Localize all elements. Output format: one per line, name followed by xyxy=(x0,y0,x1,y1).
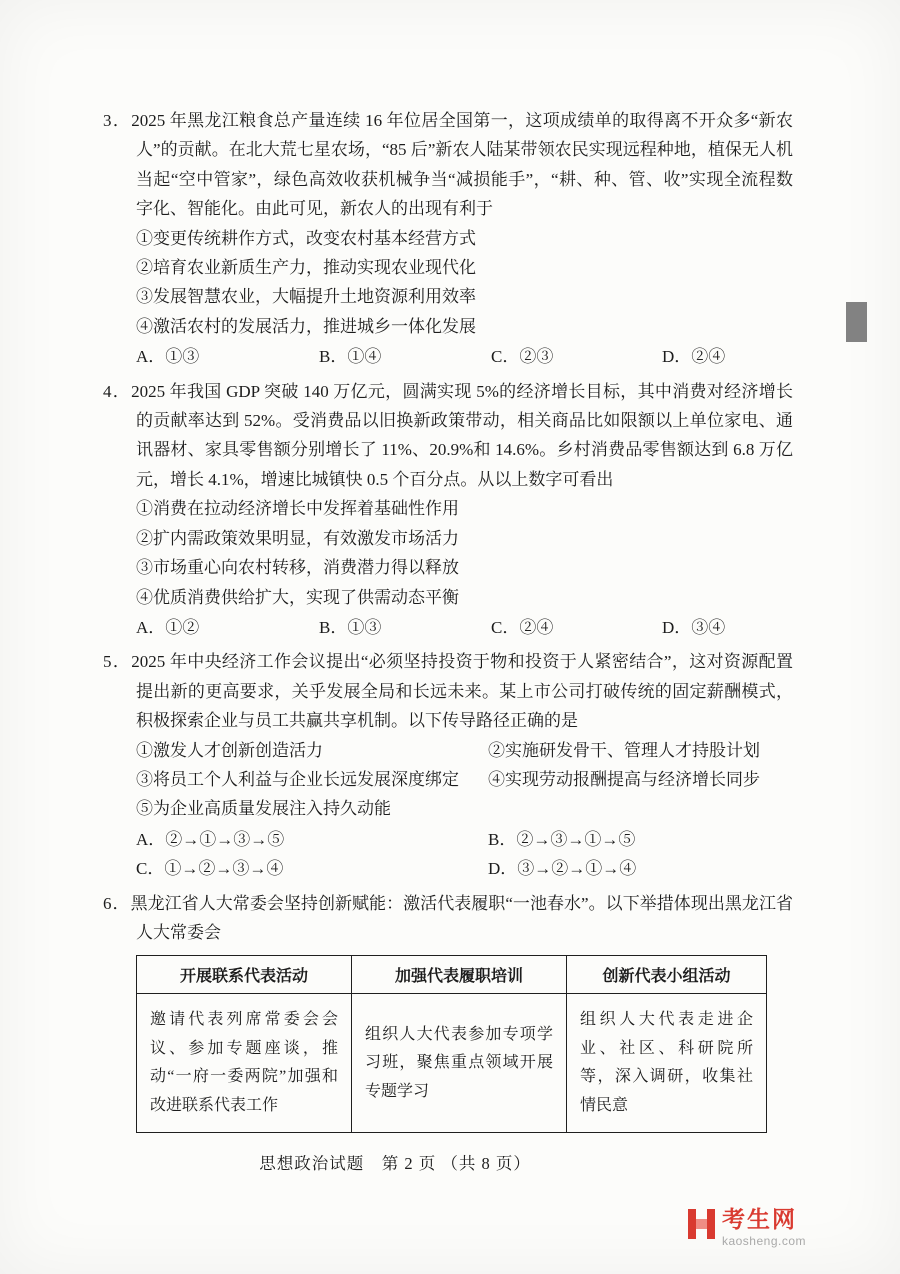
question-4-choice-d: D．③④ xyxy=(662,617,726,637)
question-3-choices xyxy=(103,342,793,371)
question-5-item-3: ③将员工个人利益与企业长远发展深度绑定 xyxy=(136,769,459,789)
question-6-stem-text: 黑龙江省人大常委会坚持创新赋能：激活代表履职“一池春水”。以下举措体现出黑龙江省人大常委会 xyxy=(130,893,794,942)
question-3-choice-b: B．①④ xyxy=(319,347,382,367)
question-4-item-2: ②扩内需政策效果明显，有效激发市场活力 xyxy=(136,528,459,548)
question-5 xyxy=(103,647,793,883)
question-4-choice-c: C．②④ xyxy=(491,617,554,637)
question-3-choice-a: A．①③ xyxy=(136,347,200,367)
question-6 xyxy=(103,889,793,1134)
question-3-item-3: ③发展智慧农业，大幅提升土地资源利用效率 xyxy=(136,287,476,307)
question-3-item-2: ②培育农业新质生产力，推动实现农业现代化 xyxy=(136,258,476,278)
table-header-cell-2: 加强代表履职培训 xyxy=(352,956,567,994)
question-3-stem xyxy=(103,106,793,224)
question-4-item-4: ④优质消费供给扩大，实现了供需动态平衡 xyxy=(136,587,459,607)
question-3-item-4: ④激活农村的发展活力，推进城乡一体化发展 xyxy=(136,316,476,336)
table-cell-1: 邀请代表列席常委会会议、参加专题座谈，推动“一府一委两院”加强和改进联系代表工作 xyxy=(137,994,352,1133)
table-header-cell-3: 创新代表小组活动 xyxy=(567,956,767,994)
question-3-choice-d: D．②④ xyxy=(662,347,726,367)
table-cell-2: 组织人大代表参加专项学习班，聚焦重点领域开展专题学习 xyxy=(352,994,567,1133)
question-6-measures-table xyxy=(136,955,767,1133)
question-4-stem-text: 2025 年我国 GDP 突破 140 万亿元，圆满实现 5%的经济增长目标，其中消费对经济增长的贡献率达到 52%。受消费品以旧换新政策带动，相关商品比如限额以上单位家电、通讯器材、家具零售额分别增长了 11%、20.9%和 14.6%。乡村消费品零售额达到 6.8 万亿元，增长 4.1%，增速比城镇快 0.5 个百分点。从以上数字可看出 xyxy=(131,381,793,489)
kaosheng-watermark xyxy=(688,1207,806,1248)
question-5-choices xyxy=(103,825,793,884)
question-5-stem-text: 2025 年中央经济工作会议提出“必须坚持投资于物和投资于人紧密结合”，这对资源配置提出新的更高要求，关乎发展全局和长远未来。某上市公司打破传统的固定薪酬模式，积极探索企业与员工共赢共享机制。以下传导路径正确的是 xyxy=(131,652,794,731)
page-footer xyxy=(0,1150,790,1174)
table-cell-3: 组织人大代表走进企业、社区、科研院所等，深入调研，收集社情民意 xyxy=(567,994,767,1133)
question-4-item-3: ③市场重心向农村转移，消费潜力得以释放 xyxy=(136,558,459,578)
question-5-choice-b: B．②→③→①→⑤ xyxy=(488,829,636,849)
question-6-stem xyxy=(103,889,793,948)
watermark-text-block xyxy=(722,1207,806,1248)
question-4-choice-b: B．①③ xyxy=(319,617,382,637)
table-header-row xyxy=(137,956,767,994)
question-4-stem xyxy=(103,377,793,495)
question-3-item-1: ①变更传统耕作方式，改变农村基本经营方式 xyxy=(136,228,476,248)
question-5-item-2: ②实施研发骨干、管理人才持股计划 xyxy=(488,740,760,760)
question-4-item-1: ①消费在拉动经济增长中发挥着基础性作用 xyxy=(136,499,459,519)
question-5-choice-d: D．③→②→①→④ xyxy=(488,859,637,879)
kaosheng-logo-icon xyxy=(688,1209,715,1239)
question-5-choice-c: C．①→②→③→④ xyxy=(136,859,284,879)
table-body-row xyxy=(137,994,767,1133)
question-3-stem-text: 2025 年黑龙江粮食总产量连续 16 年位居全国第一，这项成绩单的取得离不开众多“新农人”的贡献。在北大荒七星农场，“85 后”新农人陆某带领农民实现远程种地，植保无人机当起“空中管家”，绿色高效收获机械争当“减损能手”，“耕、种、管、收”实现全流程数字化、智能化。由此可见，新农人的出现有利于 xyxy=(131,111,794,219)
question-5-item-1: ①激发人才创新创造活力 xyxy=(136,740,323,760)
question-4-number: 4． xyxy=(103,381,132,401)
question-3 xyxy=(103,106,793,372)
question-5-number: 5． xyxy=(103,652,132,672)
question-5-item-5: ⑤为企业高质量发展注入持久动能 xyxy=(136,799,391,819)
question-5-items xyxy=(103,736,793,824)
question-3-number: 3． xyxy=(103,111,132,130)
question-4-choice-a: A．①② xyxy=(136,617,200,637)
table-header-cell-1: 开展联系代表活动 xyxy=(137,956,352,994)
watermark-site-name: 考生网 xyxy=(721,1205,797,1232)
question-5-item-4: ④实现劳动报酬提高与经济增长同步 xyxy=(488,769,760,789)
question-4 xyxy=(103,377,793,643)
scan-artifact-square xyxy=(846,302,867,342)
question-4-choices xyxy=(103,613,793,642)
question-5-stem xyxy=(103,647,793,735)
exam-content xyxy=(103,106,793,1138)
question-6-number: 6． xyxy=(103,893,131,913)
watermark-site-url: kaosheng.com xyxy=(721,1234,806,1248)
question-3-choice-c: C．②③ xyxy=(491,347,554,367)
question-5-choice-a: A．②→①→③→⑤ xyxy=(136,829,285,849)
footer-text: 思想政治试题 第 2 页 （共 8 页） xyxy=(259,1154,531,1173)
